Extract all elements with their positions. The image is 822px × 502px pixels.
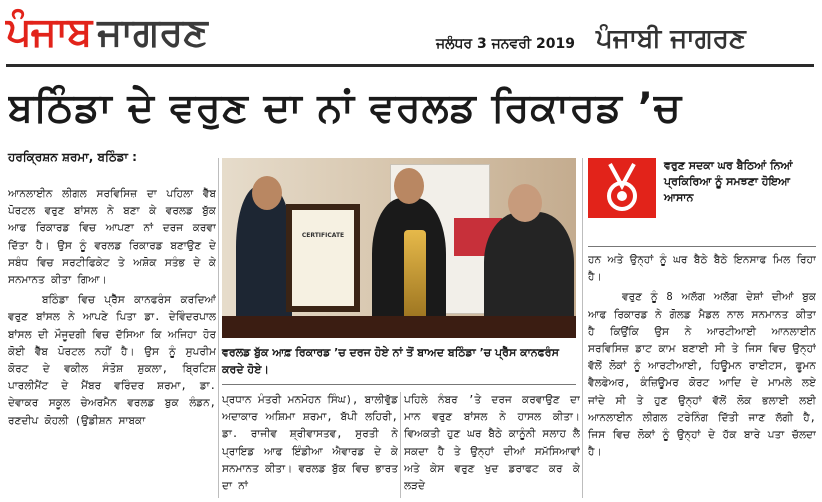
paragraph-4: ਪਹਿਲੇ ਨੰਬਰ ’ਤੇ ਦਰਜ ਕਰਵਾਉਣ ਦਾ ਮਾਨ ਵਰੁਣ ਬਾਂਸਲ ਨੇ ਹਾਸਲ ਕੀਤਾ। ਵਿਅਕਤੀ ਹੁਣ ਘਰ ਬੈਠੇ ਕਾਨੂੰਨੀ ਸਲਾਹ ਲੈ ਸਕਦਾ ਹੈ ਤੇ ਉਨ੍ਹਾਂ ਦੀਆਂ ਸਮੱਸਿਆਵਾਂ ਅਤੇ ਕੇਸ ਵਰੁਣ ਖੁਦ ਡਰਾਫਟ ਕਰ ਕੇ ਲੜਦੇ [404,394,580,493]
photo-table [222,316,576,338]
paragraph-5: ਹਨ ਅਤੇ ਉਨ੍ਹਾਂ ਨੂੰ ਘਰ ਬੈਠੇ ਬੈਠੇ ਇਨਸਾਫ ਮਿਲ ਰਿਹਾ ਹੈ। [588,254,816,284]
article-column-mid-1 [222,392,398,498]
trophy [404,230,426,320]
callout-icon-box [588,158,656,218]
photo-head-center [394,168,424,204]
logo-jagran: ਜਾਗਰਣ [97,10,208,54]
press-conference-photo [222,158,576,338]
certificate [292,210,354,306]
column-divider [218,158,219,498]
masthead-logo-right: ਪੰਜਾਬੀ ਜਾਗਰਣ [596,24,746,54]
callout-rule [588,246,816,247]
certificate-title: CERTIFICATE [301,232,345,239]
article-column-right [588,252,816,498]
photo-head-right [508,184,542,222]
masthead-rule [6,64,814,67]
caption-rule [222,384,576,385]
paragraph-6: ਵਰੁਣ ਨੂੰ 8 ਅਲੱਗ ਅਲੱਗ ਦੇਸ਼ਾਂ ਦੀਆਂ ਬੁਕ ਆਫ ਰਿਕਾਰਡ ਨੇ ਗੋਲਡ ਮੈਡਲ ਨਾਲ ਸਨਮਾਨਤ ਕੀਤਾ ਹੈ ਕਿਉਂਕਿ ਉਸ ਨੇ ਆਰਟੀਆਈ ਆਨਲਾਈਨ ਸਰਵਿਸਿਜ਼ ਡਾਟ ਕਾਮ ਬਣਾਈ ਸੀ ਤੇ ਜਿਸ ਵਿਚ ਉਨ੍ਹਾਂ ਵੱਲੋਂ ਲੋਕਾਂ ਨੂੰ ਆਰਟੀਆਈ, ਹਿਊਮਨ ਰਾਈਟਸ, ਫੂਮਨ ਵੈਲਫੇਅਰ, ਕੰਜ਼ਿਊਮਰ ਕੋਰਟ ਆਦਿ ਦੇ ਮਾਮਲੇ ਲਏ ਜਾਂਦੇ ਸੀ ਤੇ ਹੁਣ ਉਨ੍ਹਾਂ ਵੱਲੋਂ ਲੋਕ ਭਲਾਈ ਲਈ ਆਨਲਾਈਨ ਲੀਗਲ ਟਰੇਨਿੰਗ ਦਿੱਤੀ ਜਾਣ ਲੱਗੀ ਹੈ, ਜਿਸ ਵਿਚ ਲੋਕਾਂ ਨੂੰ ਉਨ੍ਹਾਂ ਦੇ ਹੱਕ ਬਾਰੇ ਪਤਾ ਚੱਲਦਾ ਹੈ। [588,291,816,459]
logo-punjab: ਪੰਜਾਬ [6,9,92,55]
headline: ਬਠਿੰਡਾ ਦੇ ਵਰੁਣ ਦਾ ਨਾਂ ਵਰਲਡ ਰਿਕਾਰਡ ’ਚ [8,85,682,131]
callout-text: ਵਰੁਣ ਸਦਕਾ ਘਰ ਬੈਠਿਆਂ ਨਿਆਂ ਪ੍ਰਕਿਰਿਆ ਨੂੰ ਸਮਝਣਾ ਹੋਇਆ ਆਸਾਨ [664,159,793,204]
photo-head-left [252,176,282,210]
paragraph-3: ਪ੍ਰਧਾਨ ਮੰਤਰੀ ਮਨਮੋਹਨ ਸਿੰਘ), ਬਾਲੀਵੁੱਡ ਅਦਾਕਾਰ ਅਸ਼ਿਮਾ ਸ਼ਰਮਾ, ਬੱਪੀ ਲਹਿਰੀ, ਡਾ. ਰਾਜੀਵ ਸ਼੍ਰੀਵਾਸਤਵ, ਸੁਰਤੀ ਨੇ ਪ੍ਰਾਇਡ ਆਫ ਇੰਡੀਆ ਐਵਾਰਡ ਦੇ ਕੇ ਸਨਮਾਨਤ ਕੀਤਾ। ਵਰਲਡ ਬੁੱਕ ਵਿਚ ਭਾਰਤ ਦਾ ਨਾਂ [222,394,398,493]
masthead-logo-left [6,2,208,60]
byline: ਹਰਕ੍ਰਿਸ਼ਨ ਸ਼ਰਮਾ, ਬਠਿੰਡਾ : [8,150,137,164]
paragraph-1: ਆਨਲਾਈਨ ਲੀਗਲ ਸਰਵਿਸਿਜ਼ ਦਾ ਪਹਿਲਾ ਵੈੱਬ ਪੋਰਟਲ ਵਰੁਣ ਬਾਂਸਲ ਨੇ ਬਣਾ ਕੇ ਵਰਲਡ ਬੁੱਕ ਆਫ ਰਿਕਾਰਡ ਵਿਚ ਆਪਣਾ ਨਾਂ ਦਰਜ ਕਰਵਾ ਦਿੱਤਾ ਹੈ। ਉਸ ਨੂੰ ਵਰਲਡ ਰਿਕਾਰਡ ਬਣਾਉਣ ਦੇ ਸਬੰਧ ਵਿਚ ਸਰਟੀਫਿਕੇਟ ਤੇ ਅਸ਼ੋਕ ਸਤੰਭ ਦੇ ਕੇ ਸਨਮਾਨਤ ਕੀਤਾ ਗਿਆ। [8,188,216,287]
article-column-left [8,186,216,498]
medal-icon [588,158,656,218]
article-column-mid-2 [404,392,580,498]
column-divider [582,158,583,498]
column-divider [400,392,401,498]
dateline: ਜਲੰਧਰ 3 ਜਨਵਰੀ 2019 [436,36,575,52]
photo-caption: ਵਰਲਡ ਬੁੱਕ ਆਫ਼ ਰਿਕਾਰਡ ’ਚ ਦਰਜ ਹੋਏ ਨਾਂ ਤੋਂ ਬਾਅਦ ਬਠਿੰਡਾ ’ਚ ਪ੍ਰੈੱਸ ਕਾਨਫਰੰਸ ਕਰਦੇ ਹੋਏ। [222,346,559,376]
paragraph-2: ਬਠਿੰਡਾ ਵਿਚ ਪ੍ਰੈੱਸ ਕਾਨਫਰੰਸ ਕਰਦਿਆਂ ਵਰੁਣ ਬਾਂਸਲ ਨੇ ਆਪਣੇ ਪਿਤਾ ਡਾ. ਦੇਵਿੰਦਰਪਾਲ ਬਾਂਸਲ ਦੀ ਮੌਜੂਦਗੀ ਵਿਚ ਦੱਸਿਆ ਕਿ ਅਜਿਹਾ ਹੋਰ ਕੋਈ ਵੈੱਬ ਪੋਰਟਲ ਨਹੀਂ ਹੈ। ਉਸ ਨੂੰ ਸੁਪਰੀਮ ਕੋਰਟ ਦੇ ਵਕੀਲ ਸੰਤੋਸ਼ ਸ਼ੁਕਲਾ, ਬ੍ਰਿਟਿਸ਼ ਪਾਰਲੀਮੈਂਟ ਦੇ ਮੈਂਬਰ ਵਰਿੰਦਰ ਸ਼ਰਮਾ, ਡਾ. ਦੇਵਾਕਰ ਸਕੂਲ ਚੇਅਰਮੈਨ ਵਰਲਡ ਬੁਕ ਲੰਡਨ, ਰਣਦੀਪ ਕੋਹਲੀ (ਉਡੀਸ਼ਨ ਸਾਬਕਾ [8,294,216,427]
